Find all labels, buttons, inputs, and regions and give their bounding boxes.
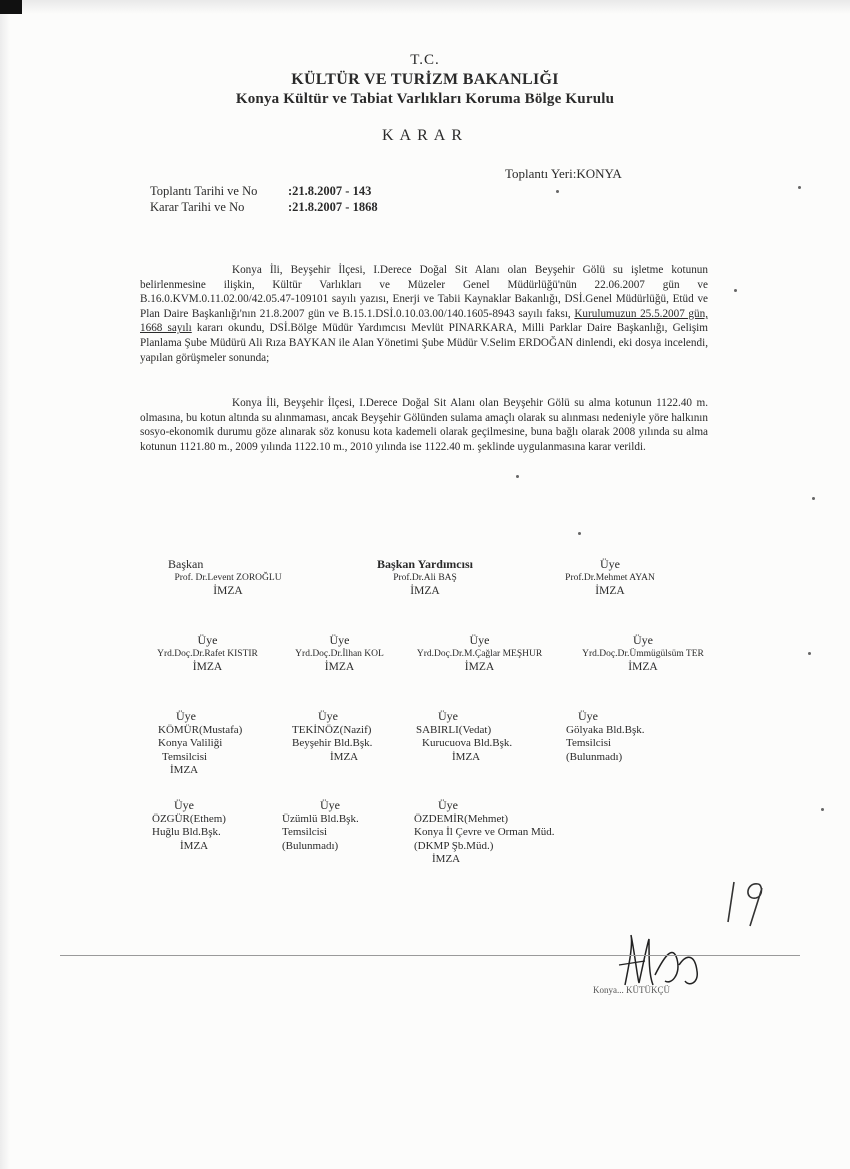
signatory-status: İMZA — [192, 661, 223, 673]
signatory-role: Üye — [329, 633, 350, 647]
signatory-member — [282, 799, 359, 853]
signatory-institution: Konya İl Çevre ve Orman Müd. — [414, 826, 555, 838]
signatory-member — [140, 634, 275, 675]
decision-date — [150, 200, 378, 215]
meeting-date-value: :21.8.2007 - 143 — [288, 184, 372, 198]
signatory-chair — [168, 558, 288, 599]
scan-artifact — [0, 0, 22, 14]
signatory-role: Üye — [469, 633, 490, 647]
signatory-vice-chair — [350, 558, 500, 599]
signatory-title: Temsilcisi — [162, 750, 208, 763]
signatory-role: Üye — [174, 798, 194, 812]
signatory-status: (Bulunmadı) — [566, 750, 623, 763]
signatory-name: Prof.Dr.Mehmet AYAN — [565, 572, 655, 583]
decision-date-label: Karar Tarihi ve No — [150, 200, 245, 214]
signatory-institution: Kurucuova Bld.Bşk. — [422, 737, 513, 749]
signatory-status: İMZA — [628, 661, 658, 673]
stamp-text: Konya... KÜTÜKÇÜ — [593, 985, 670, 995]
signatory-title: Temsilcisi — [282, 826, 328, 838]
signatory-title: Temsilcisi — [566, 737, 612, 749]
signatory-name: Yrd.Doç.Dr.M.Çağlar MEŞHUR — [416, 648, 543, 659]
signatory-role: Üye — [633, 633, 653, 647]
signatory-institution: Gölyaka Bld.Bşk. — [566, 723, 645, 736]
signatory-unit: (DKMP Şb.Müd.) — [414, 839, 494, 852]
paragraph-1-underlined: Kurulumuzun 25.5.2007 gün, 1668 sayılı — [140, 307, 709, 335]
signatory-institution: Huğlu Bld.Bşk. — [152, 826, 221, 838]
signatory-member — [402, 634, 557, 675]
header-tc: T.C. — [410, 52, 440, 68]
signatory-member — [414, 799, 555, 867]
document-title: KARAR — [381, 127, 468, 144]
signatory-status: İMZA — [170, 764, 199, 776]
signatory-role: Üye — [438, 798, 458, 812]
paragraph-1 — [140, 263, 708, 365]
signatory-name: Yrd.Doç.Dr.Ümmügülsüm TER — [582, 648, 704, 659]
decision-date-value: :21.8.2007 - 1868 — [288, 200, 378, 214]
signatory-role: Başkan Yardımcısı — [377, 557, 473, 571]
signatory-role: Üye — [318, 709, 338, 723]
signatory-name: ÖZDEMİR(Mehmet) — [414, 812, 509, 825]
signatory-status: İMZA — [180, 839, 209, 852]
signatory-status: İMZA — [452, 750, 481, 763]
header-ministry: KÜLTÜR VE TURİZM BAKANLIĞI — [291, 71, 559, 88]
signatory-institution: Beyşehir Bld.Bşk. — [292, 737, 373, 749]
signatory-name: TEKİNÖZ(Nazif) — [292, 723, 372, 736]
signatory-role: Üye — [320, 798, 340, 812]
signatory-role: Üye — [438, 709, 458, 723]
signatory-name: Yrd.Doç.Dr.İlhan KOL — [295, 648, 384, 659]
signatory-member — [158, 710, 242, 778]
signatory-name: Prof.Dr.Ali BAŞ — [393, 572, 457, 583]
paragraph-1-text-cont: kararı okundu, DSİ.Bölge Müdür Yardımcısı Mevlüt PINARKARA, Milli Parklar Daire Başkanlığı, Gelişim Planlama Şube Müdürü Ali Rıza BAYKAN ile Alan Yönetimi Şube Müdür V.Selim ERDOĞAN dinlendi, eki dosya incelendi, yapılan görüşmeler sonunda; — [140, 322, 708, 364]
signatory-name: Prof. Dr.Levent ZOROĞLU — [174, 572, 282, 583]
signatory-status: İMZA — [595, 585, 625, 597]
signatory-member — [416, 710, 512, 764]
signatory-status: İMZA — [324, 661, 355, 673]
signatory-member — [540, 558, 680, 599]
paragraph-2 — [140, 396, 708, 454]
signatory-role: Başkan — [168, 557, 204, 571]
paragraph-2-text: Konya İli, Beyşehir İlçesi, I.Derece Doğal Sit Alanı olan Beyşehir Gölü su alma kotunun 1122.40 m. olmasına, bu kotun altında su alınmaması, ancak Beyşehir Gölünden sulama amaçlı olarak su alınması nedeniyle yöre halkının sosyo-ekonomik durumu göze alınarak söz konusu kota kademeli olarak geçilmesine, buna bağlı olarak 2008 yılında su alma kotunun 1121.80 m., 2009 yılında 1122.10 m., 2010 yılında ise 1122.40 m. şeklinde uygulanmasına karar verildi. — [140, 397, 708, 453]
meeting-date-label: Toplantı Tarihi ve No — [150, 184, 258, 198]
signatory-status: İMZA — [410, 585, 440, 597]
signatory-member — [568, 634, 718, 675]
signatory-name: KÖMÜR(Mustafa) — [158, 723, 243, 736]
signatory-name: SABIRLI(Vedat) — [416, 723, 492, 736]
signatory-member — [292, 710, 372, 764]
signatory-role: Üye — [176, 709, 196, 723]
signatory-member — [282, 634, 397, 675]
signatory-role: Üye — [578, 709, 598, 723]
signatory-name: ÖZGÜR(Ethem) — [152, 812, 226, 825]
paragraph-1-text: Konya İli, Beyşehir İlçesi, I.Derece Doğal Sit Alanı olan Beyşehir Gölü su işletme kotunun belirlenmesine ilişkin, Kültür Varlıkları ve Müzeler Genel Müdürlüğü'nün 22.06.2007 gün ve B.16.0.KVM.0.11.02.00/42.05.47-109101 sayılı yazısı, Enerji ve Tabii Kaynaklar Bakanlığı, DSİ.Genel Müdürlüğü, Etüd ve Plan Daire Başkanlığı'nın 21.8.2007 gün ve B.15.1.DSİ.0.10.03.00/140.1605-8943 sayılı faksı, — [140, 264, 708, 320]
signatory-member — [152, 799, 226, 853]
signatory-role: Üye — [600, 557, 620, 571]
header-council: Konya Kültür ve Tabiat Varlıkları Koruma Bölge Kurulu — [235, 91, 615, 107]
signatory-name: Yrd.Doç.Dr.Rafet KISTIR — [157, 648, 258, 659]
signatory-institution: Üzümlü Bld.Bşk. — [282, 812, 359, 825]
handwritten-page-number — [720, 870, 780, 930]
signatory-role: Üye — [197, 633, 218, 647]
signatory-status: İMZA — [432, 853, 461, 865]
meeting-place: Toplantı Yeri:KONYA — [505, 166, 622, 181]
signatory-status: İMZA — [213, 585, 243, 597]
signatory-status: İMZA — [330, 750, 359, 763]
divider — [60, 955, 800, 956]
meeting-date — [150, 184, 371, 199]
signatory-institution: Konya Valiliği — [158, 737, 223, 749]
signatory-status: (Bulunmadı) — [282, 839, 339, 852]
signatory-member — [566, 710, 645, 764]
signatory-status: İMZA — [464, 661, 495, 673]
